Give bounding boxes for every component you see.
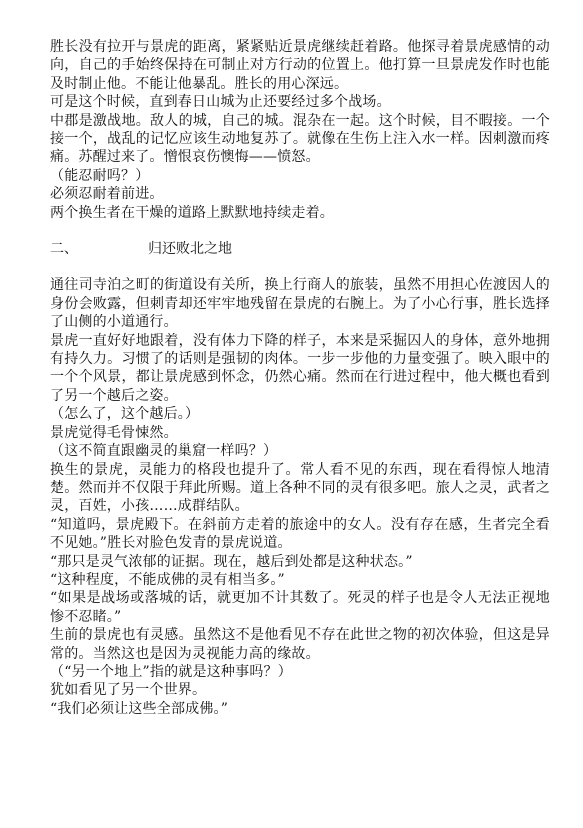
paragraph: 通往司寺泊之町的街道设有关所，换上行商人的旅装，虽然不用担心佐渡因人的身份会败露，但刺青却还牢牢地残留在景虎的右腕上。为了小心行事，胜长选择了山侧的小道通行。 bbox=[50, 277, 550, 331]
paragraph: “这种程度，不能成佛的灵有相当多。” bbox=[50, 571, 285, 588]
paragraph: “那只是灵气浓郁的证据。现在，越后到处都是这种状态。” bbox=[50, 553, 413, 570]
spacer bbox=[50, 258, 550, 276]
paragraph: “我们必须让这些全部成佛。” bbox=[50, 700, 229, 717]
paragraph: 换生的景虎，灵能力的格段也提升了。常人看不见的东西，现在看得惊人地清楚。然而并不仅限于拜此所赐。道上各种不同的灵有很多吧。旅人之灵，武者之灵，百姓，小孩……成群结队。 bbox=[50, 461, 550, 515]
paragraph: 胜长没有拉开与景虎的距离，紧紧贴近景虎继续赶着路。他探寻着景虎感情的动向，自己的手始终保持在可制止对方行动的位置上。他打算一旦景虎发作时也能及时制止他。不能让他暴乱。胜长的用心深远。 bbox=[50, 39, 550, 92]
paragraph: 犹如看见了另一个世界。 bbox=[50, 682, 207, 699]
paragraph: （怎么了，这个越后。） bbox=[50, 406, 200, 423]
paragraph: 中郡是激战地。敌人的城，自己的城。混杂在一起。这个时候，目不暇接。一个接一个，战乱的记忆应该生动地复苏了。就像在生伤上注入水一样。因刺激而疼痛。苏醒过来了。憎恨哀伤懊悔——愤怒。 bbox=[50, 112, 550, 166]
paragraph: “知道吗，景虎殿下。在斜前方走着的旅途中的女人。没有存在感，生者完全看不见她。”胜长对脸色发青的景虎说道。 bbox=[50, 516, 550, 552]
paragraph: 可是这个时候，直到春日山城为止还要经过多个战场。 bbox=[50, 94, 391, 111]
paragraph: 景虎觉得毛骨悚然。 bbox=[50, 424, 178, 441]
paragraph: 两个换生者在干燥的道路上默默地持续走着。 bbox=[50, 204, 334, 221]
section-title: 归还败北之地 bbox=[148, 241, 232, 258]
section-heading bbox=[50, 240, 550, 258]
paragraph: 生前的景虎也有灵感。虽然这不是他看见不存在此世之物的初次体验，但这是异常的。当然这也是因为灵视能力高的缘故。 bbox=[50, 627, 550, 662]
document-page bbox=[50, 38, 550, 718]
paragraph: 景虎一直好好地跟着，没有体力下降的样子，本来是采掘囚人的身体，意外地拥有持久力。习惯了的话则是强韧的肉体。一步一步他的力量变强了。映入眼中的一个个风景，都让景虎感到怀念，仍然心痛。然而在行进过程中，他大概也看到了另一个越后之姿。 bbox=[50, 332, 550, 404]
paragraph: （这不简直跟幽灵的巢窟一样吗？） bbox=[50, 443, 278, 460]
paragraph: “如果是战场或落城的话，就更加不计其数了。死灵的样子也是令人无法正视地惨不忍睹。” bbox=[50, 590, 550, 625]
spacer bbox=[50, 222, 550, 240]
section-number: 二、 bbox=[50, 241, 78, 258]
paragraph: 必须忍耐着前进。 bbox=[50, 186, 164, 203]
paragraph: （能忍耐吗？） bbox=[50, 167, 150, 184]
paragraph: （“另一个地上”指的就是这种事吗？） bbox=[50, 663, 292, 680]
